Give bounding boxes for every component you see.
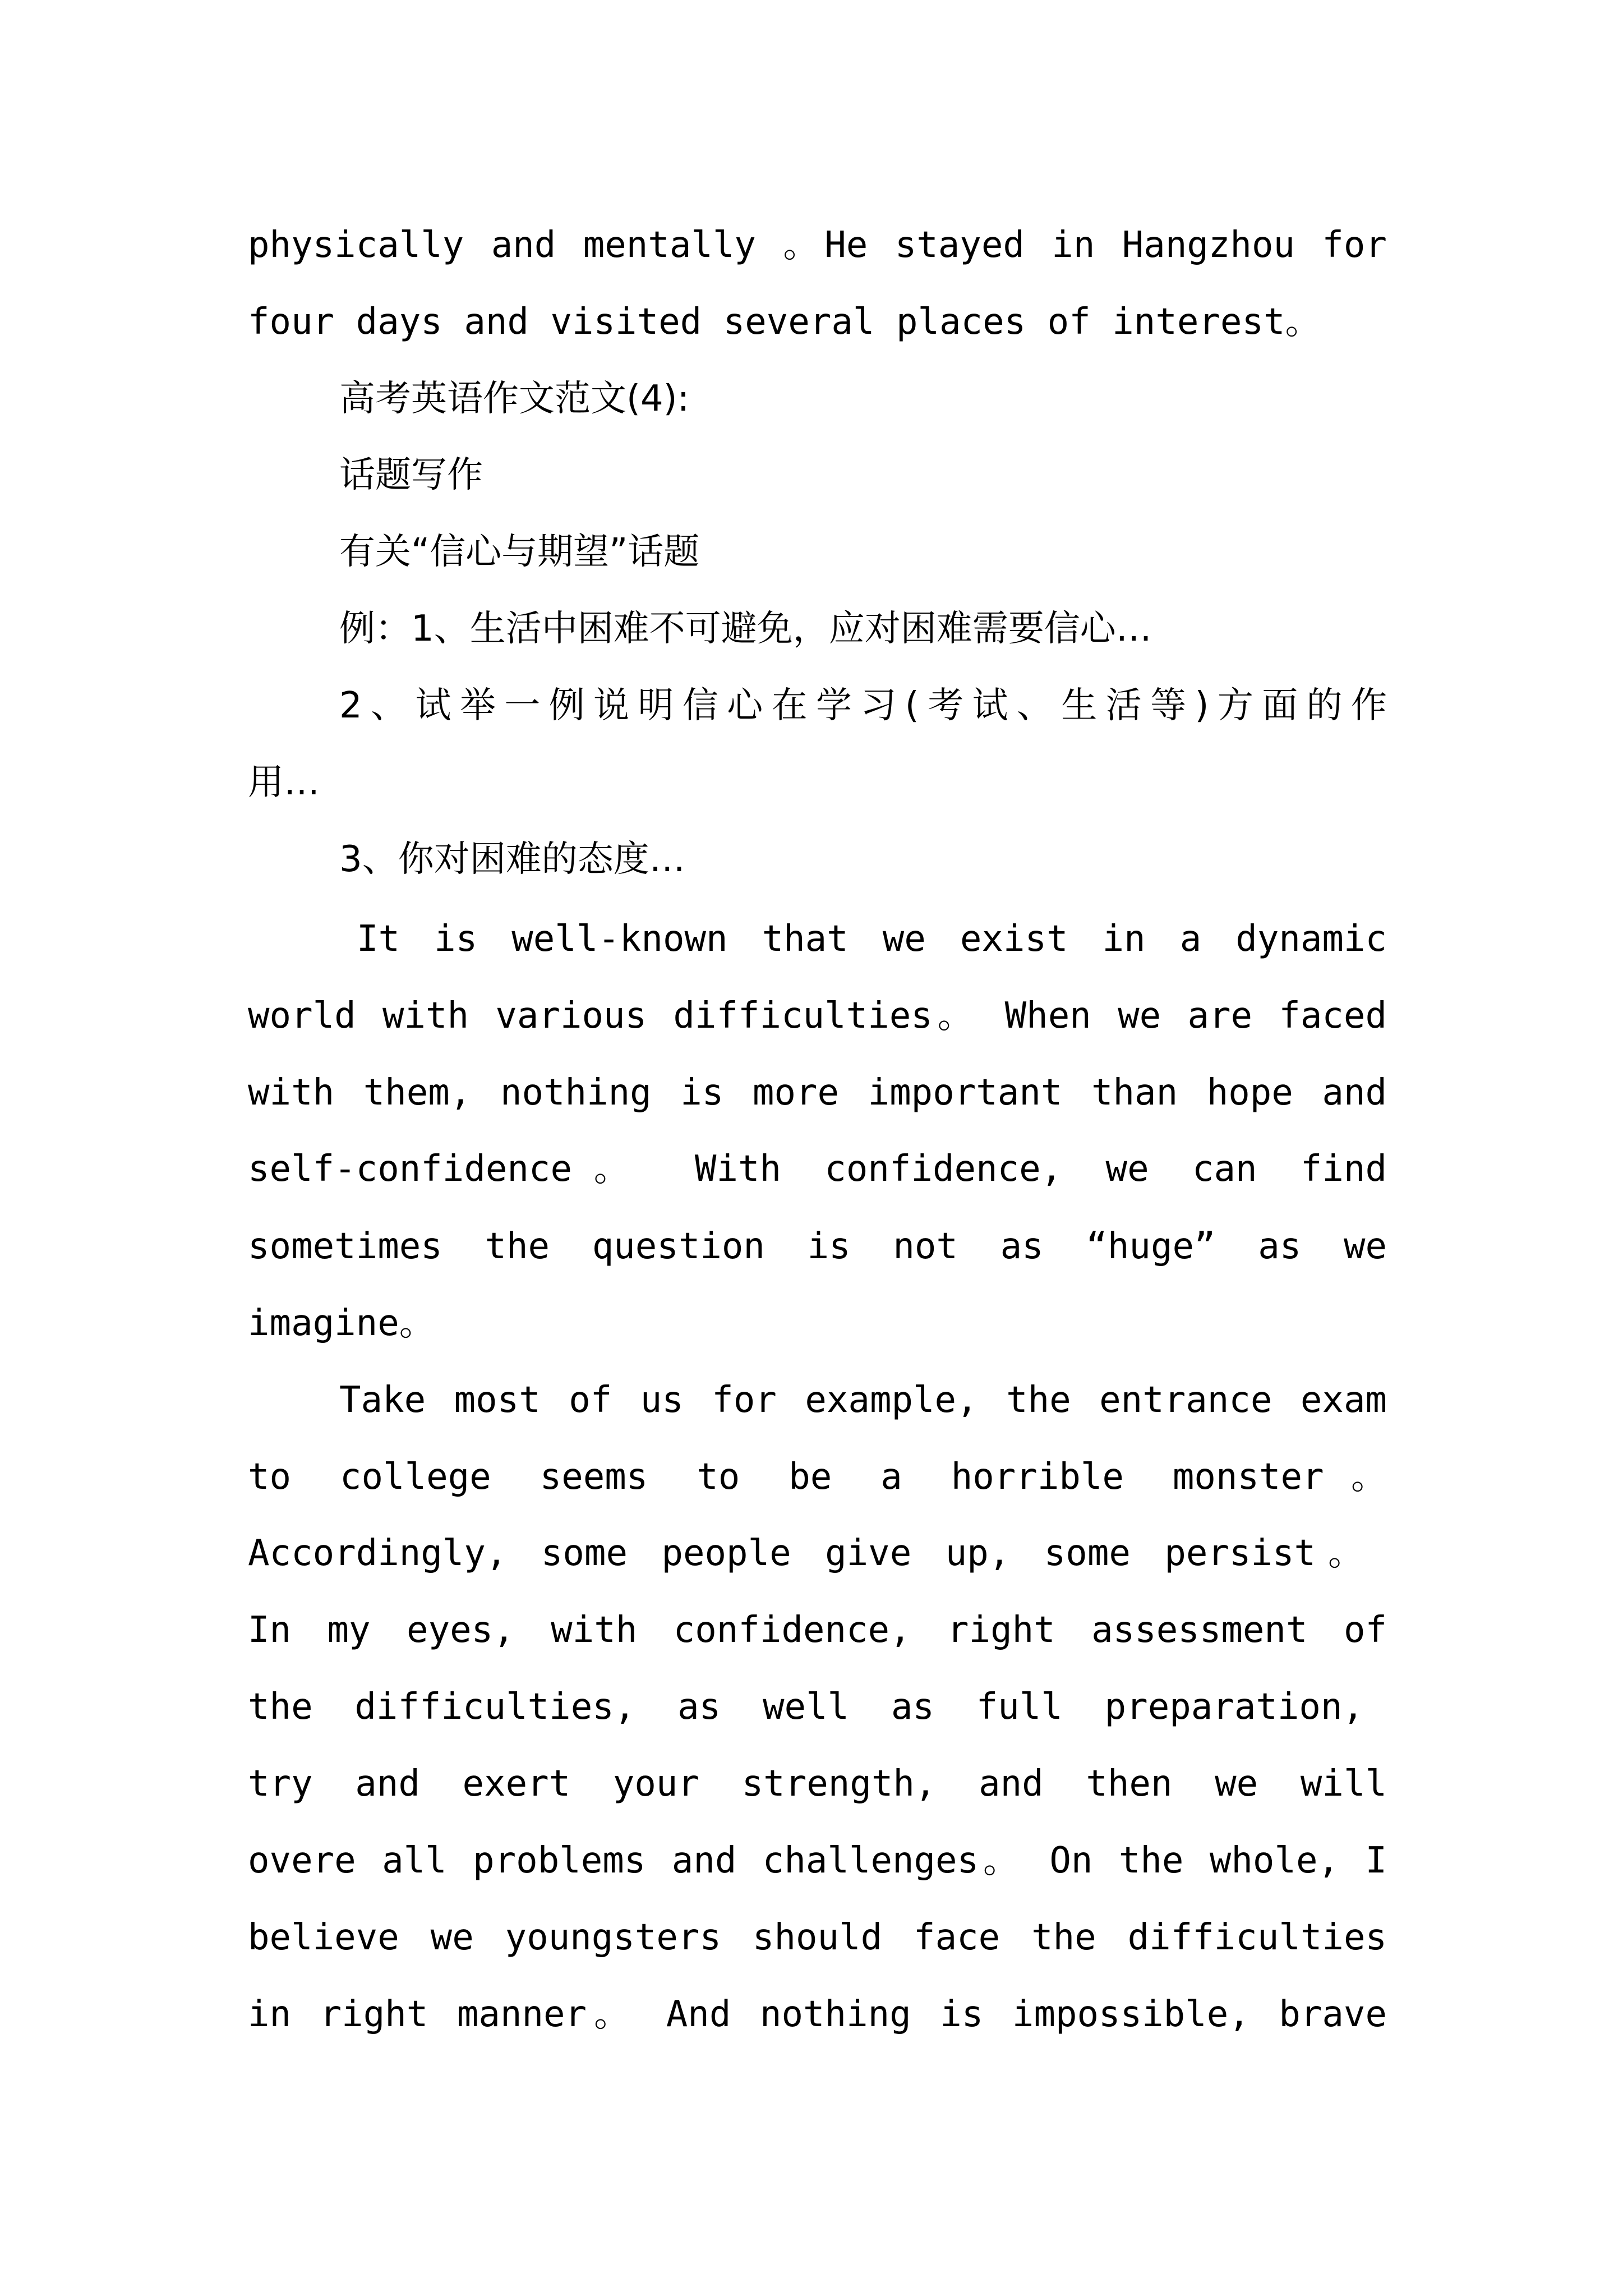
prompt-item: 2、试举一例说明信心在学习(考试、生活等)方面的作 (339, 685, 1387, 726)
essay-paragraph-line: sometimes the question is not as “huge” as we (248, 1226, 1387, 1267)
essay-paragraph-line: to college seems to be a horrible monster。 (248, 1456, 1387, 1498)
essay-paragraph-line: It is well-known that we exist in a dynamic (357, 918, 1387, 960)
essay-paragraph-line: try and exert your strength, and then we will (248, 1763, 1387, 1805)
essay-paragraph-line: overe all problems and challenges。 On the whole, I (248, 1840, 1387, 1881)
subheading: 话题写作 (339, 454, 483, 496)
text-line: physically and mentally 。He stayed in Hangzhou for (248, 224, 1387, 266)
essay-paragraph-line: imagine。 (248, 1303, 435, 1344)
essay-paragraph-line: with them, nothing is more important than hope and (248, 1072, 1387, 1114)
prompt-item-continued: 用… (248, 762, 320, 803)
section-heading: 高考英语作文范文(4): (339, 378, 690, 420)
essay-paragraph-line: the difficulties, as well as full preparation, (248, 1686, 1364, 1728)
prompt-item: 3、你对困难的态度… (339, 839, 685, 880)
essay-paragraph-line: self-confidence。 With confidence, we can find (248, 1148, 1387, 1190)
essay-paragraph-line: world with various difficulties。 When we are faced (248, 995, 1387, 1037)
text-line: four days and visited several places of interest。 (248, 301, 1321, 343)
essay-paragraph-line: Take most of us for example, the entrance exam (339, 1379, 1387, 1421)
prompt-item: 例：1、生活中困难不可避免，应对困难需要信心… (339, 608, 1152, 650)
essay-paragraph-line: In my eyes, with confidence, right assessment of (248, 1609, 1387, 1651)
essay-paragraph-line: in right manner。 And nothing is impossible, brave (248, 1994, 1387, 2035)
topic-title: 有关“信心与期望”话题 (339, 531, 700, 573)
essay-paragraph-line: Accordingly, some people give up, some persist。 (248, 1533, 1364, 1574)
essay-paragraph-line: believe we youngsters should face the difficulties (248, 1917, 1387, 1958)
